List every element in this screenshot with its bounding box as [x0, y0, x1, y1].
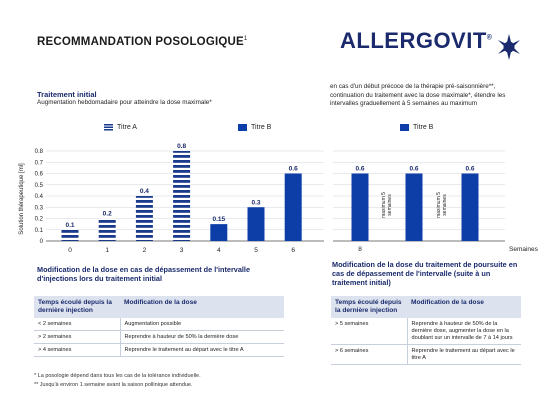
page-title: RECOMMANDATION POSOLOGIQUE$^1$ — [37, 36, 248, 48]
data-label: 0.8 — [177, 143, 187, 150]
table-header-modification: Modification de la dose — [120, 296, 284, 318]
y-tick-label: 0.8 — [34, 149, 43, 155]
gap-annotation: maximum 5semaines — [436, 192, 448, 218]
x-tick-label: 2 — [142, 247, 147, 254]
x-tick-label: 3 — [179, 247, 184, 254]
gap-annotation: maximum 5semaines — [381, 192, 393, 218]
legend-titre-a: Titre A — [104, 124, 137, 131]
x-tick-label: 6 — [291, 247, 296, 254]
section-title-initial: Modification de la dose en cas de dépassement de l'intervalle d'injections lors du traitement initial — [37, 265, 251, 283]
table-header-time: Temps écoulé depuis la dernière injection — [34, 296, 120, 318]
y-tick-label: 0.4 — [34, 194, 43, 200]
bar-titre-b — [462, 174, 479, 242]
footnote-1: * La posologie dépend dans tous les cas de la tolérance individuelle. — [34, 373, 201, 379]
data-label: 0.4 — [139, 188, 149, 195]
y-tick-label: 0.1 — [34, 227, 43, 234]
bar-titre-a — [62, 230, 79, 241]
section-subtitle: Traitement initial — [37, 90, 97, 99]
bar-titre-b — [210, 224, 227, 241]
data-label: 0.6 — [409, 165, 419, 173]
x-tick-label: 5 — [254, 247, 258, 254]
x-tick-label: 1 — [105, 247, 110, 254]
table-header-modification: Modification de la dose — [407, 296, 521, 318]
bar-titre-b — [352, 174, 369, 242]
table-header-time: Temps écoulé depuis la dernière injection — [331, 296, 407, 318]
table-maintenance-treatment — [331, 296, 521, 365]
y-tick-label: 0.2 — [34, 216, 43, 223]
data-label: 0.1 — [65, 221, 75, 229]
data-label: 0.15 — [212, 216, 226, 224]
table-initial-treatment — [34, 296, 284, 357]
y-tick-label: 0.7 — [34, 160, 43, 167]
y-tick-label: 0.3 — [34, 205, 43, 212]
x-tick-label: 0 — [68, 247, 72, 254]
bar-titre-b — [285, 174, 302, 242]
table-row: > 4 semaines Reprendre le traitement au départ avec le titre A — [34, 344, 284, 357]
data-label: 0.6 — [288, 165, 298, 173]
legend-titre-b-right: Titre B — [400, 124, 433, 131]
section-subtitle-description: Augmentation hebdomadaire pour atteindre la dose maximale* — [37, 99, 212, 106]
bar-titre-a — [99, 219, 116, 242]
footnote-2: ** Jusqu'à environ 1 semaine avant la saison pollinique attendue. — [34, 382, 193, 388]
y-tick-label: 0.6 — [34, 171, 43, 178]
x-tick-label: 8 — [358, 246, 362, 253]
bar-titre-b — [248, 207, 265, 241]
bar-titre-a — [173, 151, 190, 241]
table-row: > 2 semaines Reprendre à hauteur de 50% la dernière dose — [34, 331, 284, 344]
legend-titre-b: Titre B — [238, 124, 271, 131]
y-tick-label: 0 — [39, 239, 43, 245]
data-label: 0.6 — [355, 165, 365, 173]
right-intro-text: en cas d'un début précoce de la thérapie pré-saisonnière**, continuation du traitement avec la dose maximale*, étendre les intervalles graduellement à 5 semaines au maximum — [330, 83, 506, 108]
table-row: < 2 semaines Augmentation possible — [34, 318, 284, 331]
bar-titre-b — [406, 174, 423, 242]
table-row: > 6 semaines Reprendre le traitement au départ avec le titre A — [331, 345, 521, 365]
bar-titre-a — [136, 196, 153, 241]
y-tick-label: 0.5 — [34, 182, 43, 189]
x-tick-label: 4 — [216, 247, 221, 254]
data-label: 0.3 — [251, 199, 261, 207]
data-label: 0.2 — [102, 210, 112, 218]
y-axis-label: Solution thérapeutique [ml] — [19, 163, 25, 235]
section-title-maintenance: Modification de la dose du traitement de poursuite en cas de dépassement de l'intervalle (suite à un traitement initial) — [332, 260, 518, 287]
x-axis-label-semaines: Semaines — [509, 246, 538, 253]
table-row: > 5 semaines Reprendre à hauteur de 50% de la dernière dose, augmenter la dose en la doublant sur un intervalle de 7 à 14 jours — [331, 318, 521, 345]
brand-logo: ALLERGOVIT® — [340, 28, 493, 53]
data-label: 0.6 — [465, 165, 475, 173]
